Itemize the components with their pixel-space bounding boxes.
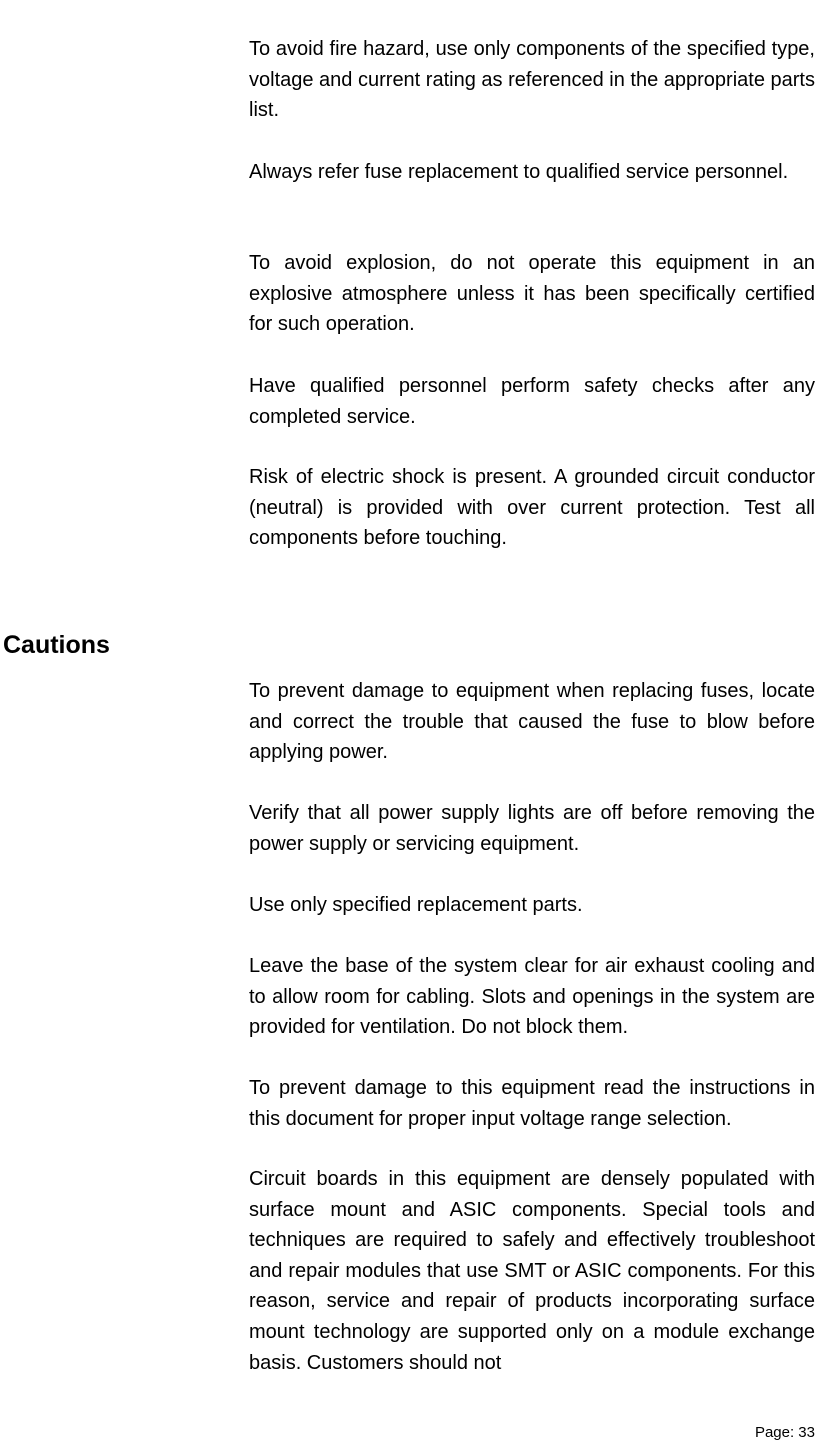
warning-explosion: To avoid explosion, do not operate this equipment in an explosive atmosphere unless it has been specifically certified for such operation. <box>249 252 815 336</box>
caution-power-lights: Verify that all power supply lights are off before removing the power supply or servicing equipment. <box>249 802 815 855</box>
warning-fire-hazard: To avoid fire hazard, use only components of the specified type, voltage and current rating as referenced in the appropriate parts list. <box>249 38 815 122</box>
caution-ventilation: Leave the base of the system clear for air exhaust cooling and to allow room for cabling. Slots and openings in the system are provided for ventilation. Do not block them. <box>249 955 815 1039</box>
caution-fuse-damage: To prevent damage to equipment when replacing fuses, locate and correct the trouble that caused the fuse to blow before applying power. <box>249 680 815 764</box>
caution-voltage-range: To prevent damage to this equipment read the instructions in this document for proper input voltage range selection. <box>249 1077 815 1130</box>
warning-fuse-replacement: Always refer fuse replacement to qualified service personnel. <box>249 161 789 183</box>
page-number: Page: 33 <box>754 1424 815 1441</box>
warning-safety-checks: Have qualified personnel perform safety checks after any completed service. <box>249 375 815 428</box>
warning-electric-shock: Risk of electric shock is present. A grounded circuit conductor (neutral) is provided with over current protection. Test all components before touching. <box>249 466 815 550</box>
caution-circuit-boards: Circuit boards in this equipment are densely populated with surface mount and ASIC components. Special tools and techniques are required to safely and effectively troubleshoot and repair modules that use SMT or ASIC components. For this reason, service and repair of products incorporating surface mount technology are supported only on a module exchange basis. Customers should not <box>249 1168 815 1374</box>
caution-replacement-parts: Use only specified replacement parts. <box>249 894 583 916</box>
cautions-heading: Cautions <box>3 631 110 659</box>
